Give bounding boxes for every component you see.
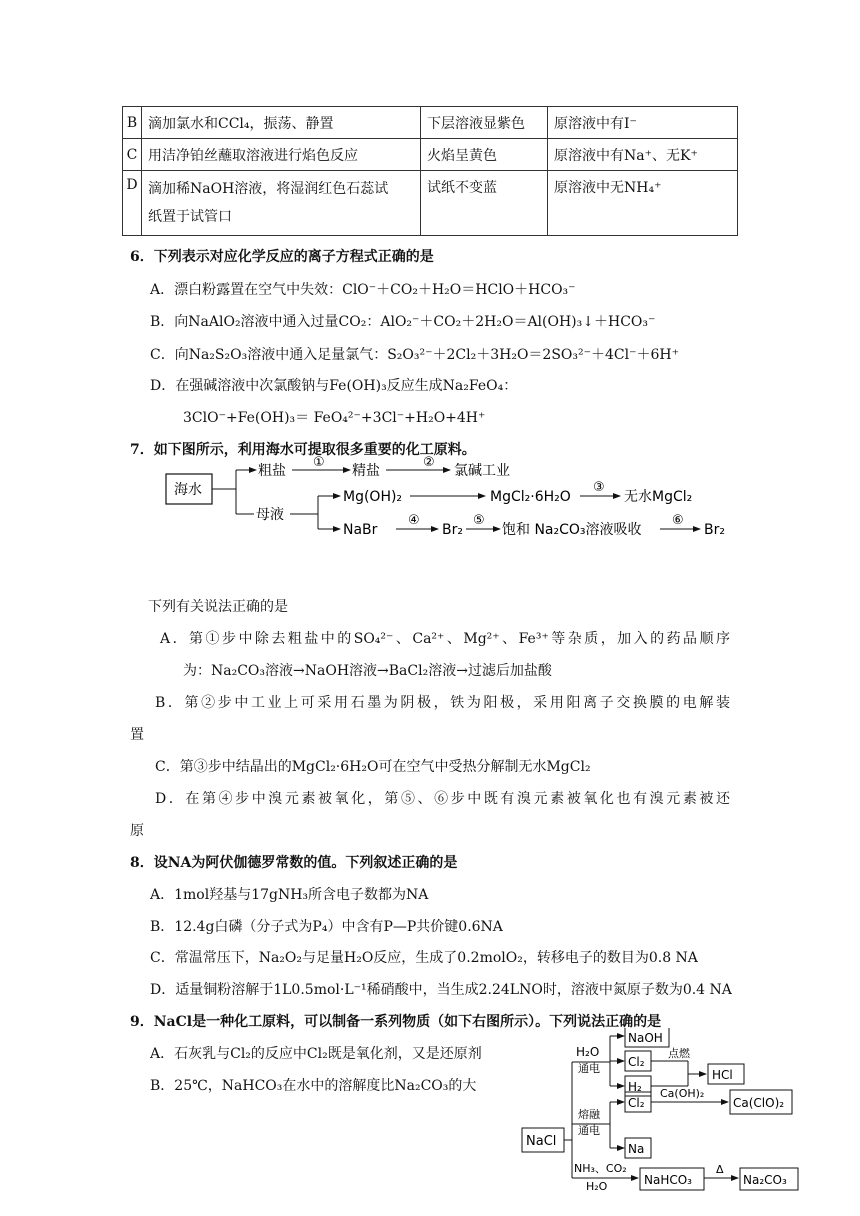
nacl-process-diagram xyxy=(520,1028,805,1196)
step6-marker: ⑥ xyxy=(672,513,684,528)
row-label: C xyxy=(123,139,142,171)
mgcl2-hydrate-label: MgCl₂·6H₂O xyxy=(490,489,571,505)
h2-label: H₂ xyxy=(628,1080,642,1094)
cl2-label: Cl₂ xyxy=(628,1055,645,1069)
br2-label: Br₂ xyxy=(442,522,463,538)
options-table xyxy=(122,106,738,236)
q7-stem: 7．如下图所示，利用海水可提取很多重要的化工原料。 xyxy=(130,442,476,458)
q8-option-c: C．常温常压下，Na₂O₂与足量H₂O反应，生成了0.2molO₂，转移电子的数目为0.8 NA xyxy=(150,950,698,966)
caoh2-label: Ca(OH)₂ xyxy=(660,1087,705,1100)
q8-option-b: B．12.4g白磷（分子式为P₄）中含有P—P共价键0.6NA xyxy=(150,919,503,935)
q7-option-d-cont: 原 xyxy=(130,823,144,839)
q7-sub-stem: 下列有关说法正确的是 xyxy=(148,599,288,615)
table-row xyxy=(123,171,738,236)
ignite-label: 点燃 xyxy=(668,1047,690,1060)
operation-cell xyxy=(142,171,421,236)
water-label-2: H₂O xyxy=(586,1180,608,1193)
nacl-label: NaCl xyxy=(526,1134,557,1149)
seawater-process-diagram xyxy=(160,456,740,548)
caclo2-label: Ca(ClO)₂ xyxy=(733,1096,785,1110)
q6-option-d: D．在强碱溶液中次氯酸钠与Fe(OH)₃反应生成Na₂FeO₄： xyxy=(150,378,518,394)
molten-label: 熔融 xyxy=(578,1108,600,1121)
operation-line-2: 纸置于试管口 xyxy=(148,209,232,225)
conclusion-cell: 原溶液中有Na⁺、无K⁺ xyxy=(548,139,738,171)
electrolysis-label: 通电 xyxy=(578,1062,600,1075)
step4-marker: ④ xyxy=(408,513,420,528)
na-label: Na xyxy=(628,1142,645,1156)
q9-option-a: A．石灰乳与Cl₂的反应中Cl₂既是氧化剂，又是还原剂 xyxy=(150,1046,482,1062)
chlor-alkali-label: 氯碱工业 xyxy=(454,463,510,479)
q6-stem: 6．下列表示对应化学反应的离子方程式正确的是 xyxy=(130,249,434,265)
operation-cell: 用洁净铂丝蘸取溶液进行焰色反应 xyxy=(142,139,421,171)
conclusion-cell: 原溶液中无NH₄⁺ xyxy=(548,171,738,236)
nabr-label: NaBr xyxy=(343,522,378,538)
table-row xyxy=(123,107,738,139)
q7-option-a-cont: 为：Na₂CO₃溶液→NaOH溶液→BaCl₂溶液→过滤后加盐酸 xyxy=(183,663,552,679)
step2-marker: ② xyxy=(423,456,435,470)
absorption-label: 饱和 Na₂CO₃溶液吸收 xyxy=(502,522,642,538)
q6-option-c: C．向Na₂S₂O₃溶液中通入足量氯气：S₂O₃²⁻＋2Cl₂＋3H₂O＝2SO₃²⁻＋4Cl⁻＋6H⁺ xyxy=(150,347,680,363)
step1-marker: ① xyxy=(313,456,325,470)
row-label: B xyxy=(123,107,142,139)
q6-option-b: B．向NaAlO₂溶液中通入过量CO₂：AlO₂⁻＋CO₂＋2H₂O＝Al(OH)₃↓＋HCO₃⁻ xyxy=(150,314,656,330)
cl2-label-2: Cl₂ xyxy=(628,1096,645,1110)
q8-option-a: A．1mol羟基与17gNH₃所含电子数都为NA xyxy=(150,887,429,903)
q9-stem: 9．NaCl是一种化工原料，可以制备一系列物质（如下右图所示）。下列说法正确的是 xyxy=(130,1014,662,1030)
heat-label: Δ xyxy=(716,1163,724,1176)
q8-stem: 8．设NA为阿伏伽德罗常数的值。下列叙述正确的是 xyxy=(130,855,458,871)
q7-option-b-cont: 置 xyxy=(130,727,144,743)
anhydrous-mgcl2-label: 无水MgCl₂ xyxy=(624,489,693,505)
mother-liquor-label: 母液 xyxy=(256,507,284,523)
phenomenon-cell: 火焰呈黄色 xyxy=(421,139,548,171)
q8-option-d: D．适量铜粉溶解于1L0.5mol·L⁻¹稀硝酸中，当生成2.24LNO时，溶液中氮原子数为0.4 NA xyxy=(150,982,732,998)
table-row xyxy=(123,139,738,171)
q7-option-a: A．第①步中除去粗盐中的SO₄²⁻、Ca²⁺、Mg²⁺、Fe³⁺等杂质，加入的药品顺序 xyxy=(160,631,730,647)
operation-line-1: 滴加稀NaOH溶液，将湿润红色石蕊试 xyxy=(148,181,389,197)
q6-option-a: A．漂白粉露置在空气中失效：ClO⁻＋CO₂＋H₂O＝HClO＋HCO₃⁻ xyxy=(150,282,576,298)
operation-cell: 滴加氯水和CCl₄，振荡、静置 xyxy=(142,107,421,139)
step3-marker: ③ xyxy=(593,480,605,495)
electrolysis-label-2: 通电 xyxy=(578,1124,600,1137)
q7-option-c: C．第③步中结晶出的MgCl₂·6H₂O可在空气中受热分解制无水MgCl₂ xyxy=(155,759,591,775)
conclusion-cell: 原溶液中有I⁻ xyxy=(548,107,738,139)
row-label: D xyxy=(123,171,142,236)
q6-option-d-equation: 3ClO⁻+Fe(OH)₃＝ FeO₄²⁻+3Cl⁻+H₂O+4H⁺ xyxy=(183,410,486,426)
phenomenon-cell: 试纸不变蓝 xyxy=(421,171,548,236)
hcl-label: HCl xyxy=(712,1068,733,1082)
q9-option-b: B．25℃，NaHCO₃在水中的溶解度比Na₂CO₃的大 xyxy=(150,1078,477,1094)
nh3-co2-label: NH₃、CO₂ xyxy=(574,1162,627,1175)
mgoh2-label: Mg(OH)₂ xyxy=(343,489,403,505)
na2co3-label: Na₂CO₃ xyxy=(743,1173,787,1187)
crude-salt-label: 粗盐 xyxy=(258,463,286,479)
refined-salt-label: 精盐 xyxy=(352,463,380,479)
naoh-label: NaOH xyxy=(628,1031,663,1045)
water-label: H₂O xyxy=(576,1045,600,1059)
q7-option-d: D．在第④步中溴元素被氧化，第⑤、⑥步中既有溴元素被氧化也有溴元素被还 xyxy=(155,791,730,807)
seawater-label: 海水 xyxy=(174,482,202,498)
phenomenon-cell: 下层溶液显紫色 xyxy=(421,107,548,139)
nahco3-label: NaHCO₃ xyxy=(644,1173,692,1187)
q7-option-b: B．第②步中工业上可采用石墨为阴极，铁为阳极，采用阳离子交换膜的电解装 xyxy=(155,695,730,711)
br2-final-label: Br₂ xyxy=(704,522,725,538)
step5-marker: ⑤ xyxy=(473,513,485,528)
